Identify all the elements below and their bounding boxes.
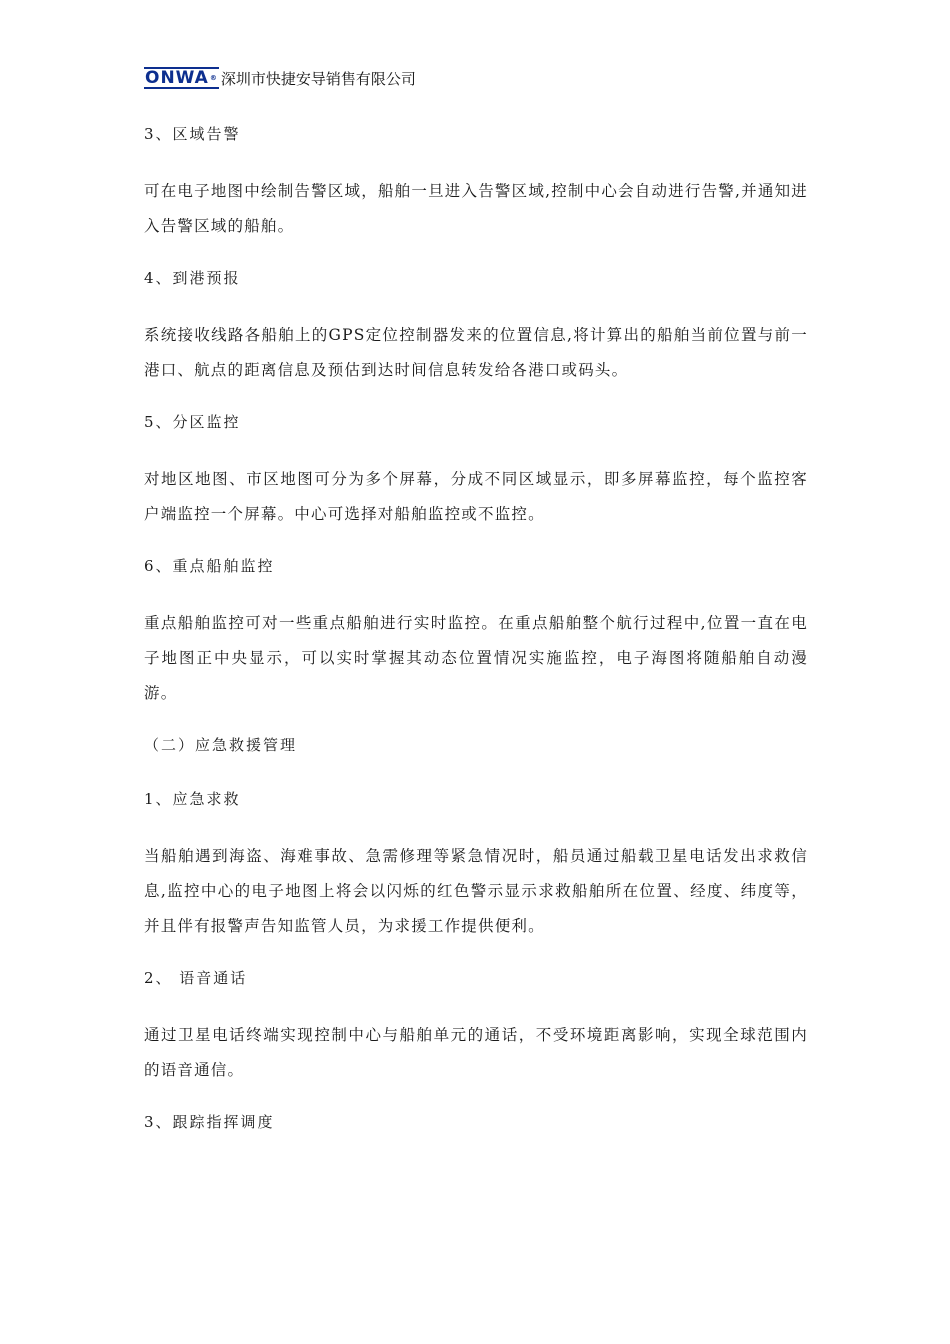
section-heading: 4、到港预报	[144, 269, 241, 287]
paragraph: 对地区地图、市区地图可分为多个屏幕，分成不同区域显示，即多屏幕监控，每个监控客户端监控一个屏幕。中心可选择对船舶监控或不监控。	[144, 470, 808, 523]
logo-text: ONWA	[145, 68, 209, 88]
paragraph: 系统接收线路各船舶上的GPS定位控制器发来的位置信息,将计算出的船舶当前位置与前一港口、航点的距离信息及预估到达时间信息转发给各港口或码头。	[144, 326, 808, 379]
paragraph: 当船舶遇到海盗、海难事故、急需修理等紧急情况时，船员通过船载卫星电话发出求救信息,监控中心的电子地图上将会以闪烁的红色警示显示求救船舶所在位置、经度、纬度等，并且伴有报警声告知监管人员，为求援工作提供便利。	[144, 847, 808, 935]
section-heading: 3、跟踪指挥调度	[144, 1113, 275, 1131]
paragraph: 可在电子地图中绘制告警区域，船舶一旦进入告警区域,控制中心会自动进行告警,并通知进入告警区域的船舶。	[144, 182, 808, 235]
section-heading: （二）应急救援管理	[144, 736, 298, 754]
section-heading: 1、应急求救	[144, 790, 241, 808]
company-logo	[144, 67, 219, 89]
section-heading: 3、区域告警	[144, 125, 241, 143]
logo-registered-mark: ®	[209, 74, 218, 82]
section-heading: 5、分区监控	[144, 413, 241, 431]
paragraph: 通过卫星电话终端实现控制中心与船舶单元的通话，不受环境距离影响，实现全球范围内的语音通信。	[144, 1026, 808, 1079]
company-name: 深圳市快捷安导销售有限公司	[220, 69, 416, 88]
page-header	[144, 66, 416, 90]
paragraph: 重点船舶监控可对一些重点船舶进行实时监控。在重点船舶整个航行过程中,位置一直在电子地图正中央显示，可以实时掌握其动态位置情况实施监控，电子海图将随船舶自动漫游。	[144, 614, 808, 702]
section-heading: 2、 语音通话	[144, 969, 248, 987]
document-body	[144, 120, 808, 1162]
section-heading: 6、重点船舶监控	[144, 557, 275, 575]
